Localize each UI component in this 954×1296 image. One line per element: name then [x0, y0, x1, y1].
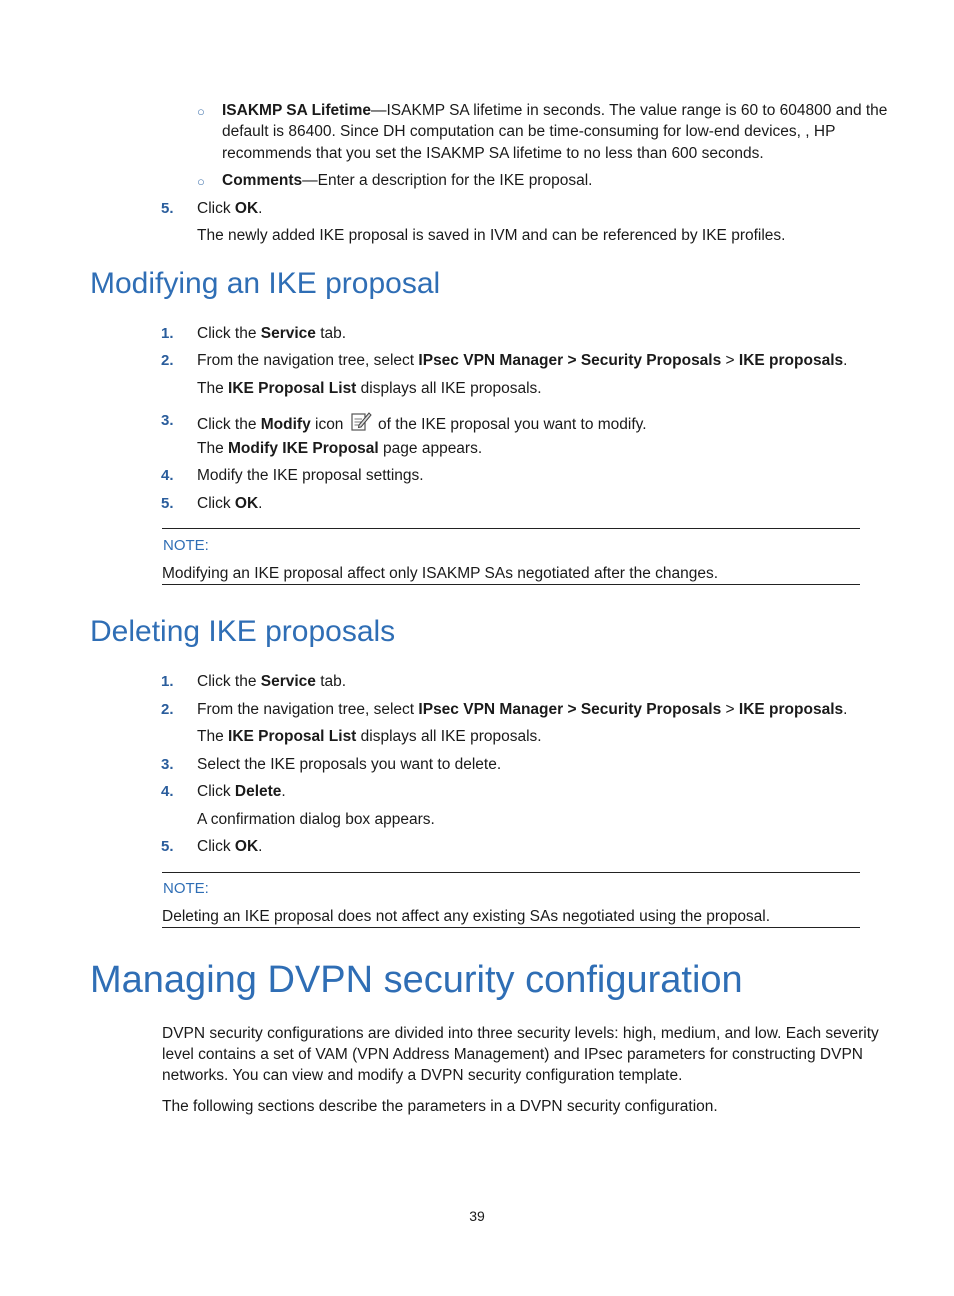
dvpn-paragraph-line-1: DVPN security configurations are divided into three security levels: high, medium, and low. Each severity [162, 1025, 879, 1042]
note-label: NOTE: [163, 537, 209, 554]
note-text: Modifying an IKE proposal affect only ISAKMP SAs negotiated after the changes. [162, 565, 719, 582]
page-number: 39 [469, 1208, 485, 1224]
step-number: 3. [161, 412, 174, 429]
comments-label: Comments [222, 172, 303, 189]
modify-icon [350, 410, 372, 438]
comments-item: Comments—Enter a description for the IKE proposal. [222, 172, 593, 189]
modify-step-4: Modify the IKE proposal settings. [197, 467, 424, 484]
dvpn-paragraph-2: The following sections describe the parameters in a DVPN security configuration. [162, 1098, 718, 1115]
dvpn-paragraph-line-3: networks. You can view and modify a DVPN security configuration template. [162, 1067, 683, 1084]
note-divider-top [162, 872, 860, 873]
step-number: 1. [161, 325, 174, 342]
note-divider-top [162, 528, 860, 529]
isakmp-lifetime-line-2: default is 86400. Since DH computation can be time-consuming for low-end devices, , HP [222, 123, 836, 140]
step-click-ok: Click OK. [197, 200, 263, 217]
circle-bullet-icon: ○ [197, 104, 205, 119]
step-number: 3. [161, 756, 174, 773]
step-number: 4. [161, 467, 174, 484]
modify-step-5: Click OK. [197, 495, 263, 512]
modify-step-3-result: The Modify IKE Proposal page appears. [197, 440, 483, 457]
delete-step-5: Click OK. [197, 838, 263, 855]
modify-step-2-result: The IKE Proposal List displays all IKE proposals. [197, 380, 542, 397]
delete-step-2: From the navigation tree, select IPsec VPN Manager > Security Proposals > IKE proposals. [197, 701, 848, 718]
note-divider-bottom [162, 584, 860, 585]
isakmp-lifetime-label: ISAKMP SA Lifetime [222, 102, 371, 119]
step-number: 2. [161, 352, 174, 369]
delete-step-4: Click Delete. [197, 783, 286, 800]
section-heading-modify: Modifying an IKE proposal [90, 267, 441, 300]
isakmp-lifetime-line-3: recommends that you set the ISAKMP SA lifetime to no less than 600 seconds. [222, 145, 764, 162]
note-text: Deleting an IKE proposal does not affect any existing SAs negotiated using the proposal. [162, 908, 771, 925]
delete-step-1: Click the Service tab. [197, 673, 347, 690]
section-heading-delete: Deleting IKE proposals [90, 615, 396, 648]
circle-bullet-icon: ○ [197, 174, 205, 189]
delete-step-2-result: The IKE Proposal List displays all IKE proposals. [197, 728, 542, 745]
modify-step-3: Click the Modify icon of the IKE proposal you want to modify. [197, 410, 647, 438]
note-label: NOTE: [163, 880, 209, 897]
step-number: 5. [161, 838, 174, 855]
step-number: 5. [161, 495, 174, 512]
chapter-heading-dvpn: Managing DVPN security configuration [90, 959, 743, 1001]
step-number: 4. [161, 783, 174, 800]
note-divider-bottom [162, 927, 860, 928]
modify-step-1: Click the Service tab. [197, 325, 347, 342]
delete-step-4-result: A confirmation dialog box appears. [197, 811, 435, 828]
isakmp-lifetime-item: ISAKMP SA Lifetime—ISAKMP SA lifetime in seconds. The value range is 60 to 604800 and the [222, 102, 888, 119]
step-result: The newly added IKE proposal is saved in IVM and can be referenced by IKE profiles. [197, 227, 786, 244]
dvpn-paragraph-line-2: level contains a set of VAM (VPN Address Management) and IPsec parameters for constructing DVPN [162, 1046, 863, 1063]
step-number: 2. [161, 701, 174, 718]
step-number: 1. [161, 673, 174, 690]
modify-step-2: From the navigation tree, select IPsec VPN Manager > Security Proposals > IKE proposals. [197, 352, 848, 369]
step-number: 5. [161, 200, 174, 217]
delete-step-3: Select the IKE proposals you want to delete. [197, 756, 502, 773]
